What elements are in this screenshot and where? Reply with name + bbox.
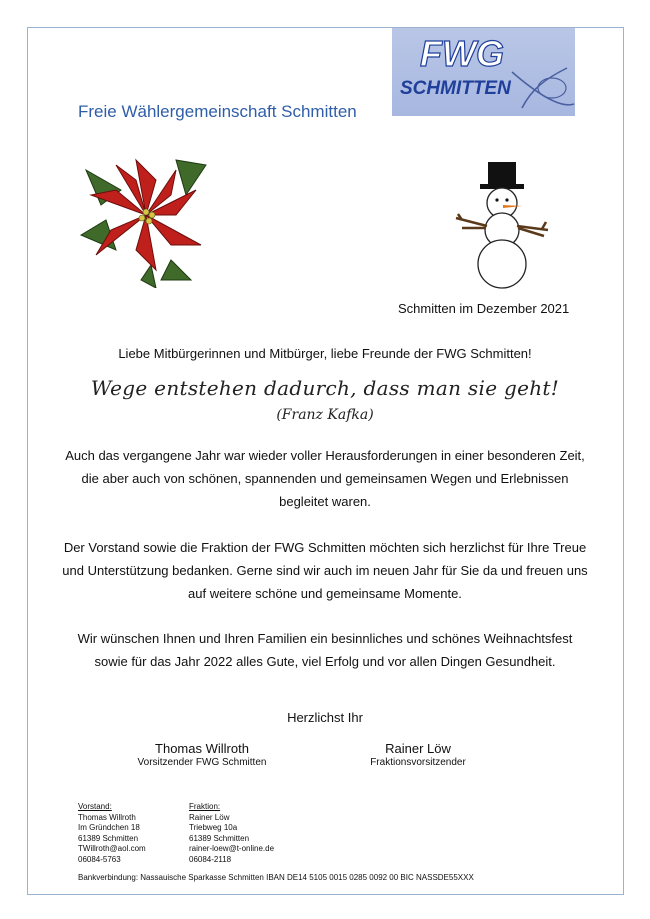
contact-line: Thomas Willroth [78,812,136,822]
quote-text: Wege entstehen dadurch, dass man sie geht! [90,376,560,400]
fwg-logo [392,28,575,116]
contact-line: 61389 Schmitten [189,833,250,843]
closing: Herzlichst Ihr [287,710,363,725]
signature-role: Vorsitzender FWG Schmitten [137,757,267,768]
greeting: Liebe Mitbürgerinnen und Mitbürger, liebe Freunde der FWG Schmitten! [118,346,532,361]
paragraph-1: Auch das vergangene Jahr war wieder voller Herausforderungen in einer besonderen Zeit, die aber auch von schönen, spannenden und gemeinsamen Wegen und Erlebnissen begleitet waren. [65,448,585,509]
svg-text:FWG: FWG [420,33,504,74]
svg-text:SCHMITTEN: SCHMITTEN [400,78,511,99]
contact-line: 61389 Schmitten [78,833,139,843]
contact-faction [189,802,274,865]
bank-details: Bankverbindung: Nassauische Sparkasse Schmitten IBAN DE14 5105 0015 0285 0092 00 BIC NASSDE55XXX [78,873,474,882]
quote-author: (Franz Kafka) [276,407,374,423]
contact-heading: Vorstand: [78,802,112,811]
signature-name: Rainer Löw [385,741,451,756]
organization-name: Freie Wählergemeinschaft Schmitten [78,102,357,121]
contact-email: TWillroth@aol.com [78,844,146,853]
signature-role: Fraktionsvorsitzender [370,757,466,768]
contact-heading: Fraktion: [189,802,221,811]
signature-name: Thomas Willroth [155,741,249,756]
contact-email: rainer-loew@t-online.de [189,844,275,853]
paragraph-3: Wir wünschen Ihnen und Ihren Familien ein besinnliches und schönes Weihnachtsfest sowie für das Jahr 2022 alles Gute, viel Erfolg und vor allen Dingen Gesundheit. [77,631,573,669]
signature-faction-chair [308,741,528,768]
contact-phone: 06084-5763 [78,854,121,864]
contact-line: Triebweg 10a [189,823,238,832]
paragraph-2: Der Vorstand sowie die Fraktion der FWG Schmitten möchten sich herzlichst für Ihre Treue und Unterstützung bedanken. Gerne sind wir auch im neuen Jahr für Sie da und freuen uns auf weitere schöne und gemeinsame Momente. [62,540,588,601]
snowman-image [452,158,556,290]
contact-board [78,802,146,865]
place-date: Schmitten im Dezember 2021 [398,301,570,316]
contact-line: Rainer Löw [189,812,230,822]
contact-phone: 06084-2118 [189,854,232,864]
contact-line: Im Gründchen 18 [78,823,140,832]
poinsettia-image [76,150,216,288]
signature-chairman [92,741,312,768]
